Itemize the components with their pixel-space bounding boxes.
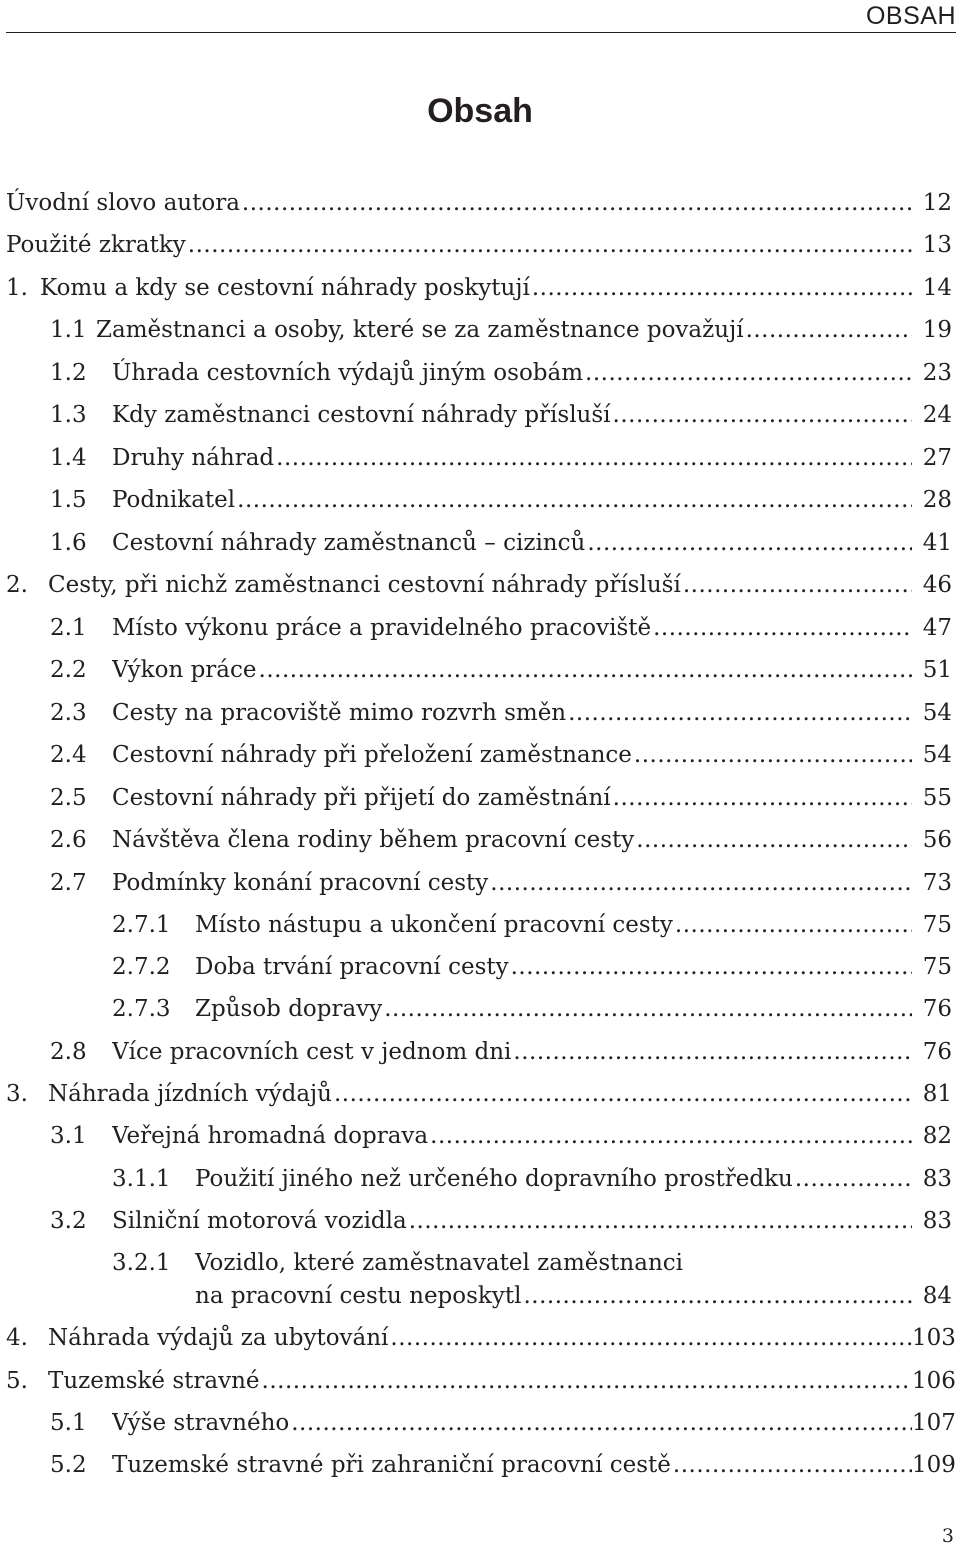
toc-entry-number: 2.7 [50,870,87,896]
toc-entry-number: 1.3 [50,402,87,428]
dot-leader [188,225,912,265]
toc-entry[interactable] [0,480,960,520]
toc-entry-page: 76 [922,996,952,1022]
toc-entry-number: 2.7.2 [112,954,171,980]
page-number: 3 [941,1525,954,1547]
toc-entry[interactable] [0,565,960,605]
dot-leader [675,905,912,945]
toc-entry-title: Tuzemské stravné [48,1368,260,1394]
toc-entry-page: 106 [912,1368,956,1394]
toc-entry-page: 107 [912,1410,956,1436]
toc-entry-page: 76 [922,1039,952,1065]
dot-leader [568,693,912,733]
header-rule [6,32,956,33]
toc-entry-page: 14 [922,275,952,301]
toc-entry-number: 1.2 [50,360,87,386]
toc-entry[interactable] [0,693,960,733]
toc-entry-title: Cesty na pracoviště mimo rozvrh směn [112,700,567,726]
toc-entry-page: 81 [922,1081,952,1107]
dot-leader [673,1445,912,1485]
toc-entry-number: 1. [6,275,28,301]
toc-entry-page: 83 [922,1208,952,1234]
toc-entry-number: 1.4 [50,445,87,471]
toc-entry-page: 47 [922,615,952,641]
toc-entry-page: 28 [922,487,952,513]
dot-leader [511,947,912,987]
dot-leader [613,395,912,435]
toc-entry-page: 103 [912,1325,956,1351]
toc-entry-page: 84 [922,1283,952,1309]
toc-entry[interactable] [0,905,960,945]
toc-entry[interactable] [0,735,960,775]
toc-entry-number: 2.3 [50,700,87,726]
dot-leader [587,523,912,563]
dot-leader [634,735,912,775]
toc-entry-title: Druhy náhrad [112,445,275,471]
toc-entry-number: 1.6 [50,530,87,556]
toc-entry-title: Podnikatel [112,487,236,513]
toc-entry-page: 12 [922,190,952,216]
page-title: Obsah [427,92,533,130]
dot-leader [242,183,912,223]
toc-entry-title: Způsob dopravy [195,996,383,1022]
toc-entry-page: 109 [912,1452,956,1478]
toc-entry-number: 2.7.1 [112,912,171,938]
toc-entry-number: 3.1 [50,1123,87,1149]
toc-entry[interactable] [0,310,960,350]
toc-entry-number: 3.1.1 [112,1166,171,1192]
toc-entry-title: Cestovní náhrady při přijetí do zaměstnání [112,785,611,811]
toc-entry[interactable] [0,1445,960,1485]
toc-entry-page: 55 [922,785,952,811]
toc-entry-page: 23 [922,360,952,386]
toc-entry[interactable] [0,353,960,393]
dot-leader [334,1074,912,1114]
toc-entry-title: Silniční motorová vozidla [112,1208,407,1234]
toc-entry[interactable] [0,863,960,903]
toc-entry-title: Úhrada cestovních výdajů jiným osobám [112,360,584,386]
toc-entry[interactable] [0,523,960,563]
toc-entry-title: Místo nástupu a ukončení pracovní cesty [195,912,673,938]
toc-entry-title: Návštěva člena rodiny během pracovní cesty [112,827,635,853]
toc-entry-page: 56 [922,827,952,853]
toc-entry[interactable] [0,778,960,818]
toc-entry-title: Cestovní náhrady zaměstnanců – cizinců [112,530,586,556]
dot-leader [795,1159,912,1199]
toc-entry-number: 3. [6,1081,28,1107]
dot-leader [291,1403,912,1443]
toc-entry-number: 5.1 [50,1410,87,1436]
toc-entry-page: 24 [922,402,952,428]
running-head: OBSAH [865,2,956,30]
toc-entry-title: Tuzemské stravné při zahraniční pracovní cestě [112,1452,671,1478]
dot-leader [276,438,912,478]
toc-entry[interactable] [0,1276,960,1316]
toc-entry-title: na pracovní cestu neposkytl [195,1283,522,1309]
toc-entry-title: Doba trvání pracovní cesty [195,954,509,980]
toc-entry[interactable] [0,1159,960,1199]
dot-leader [490,863,912,903]
toc-entry[interactable] [0,1318,960,1358]
toc-entry-number: 3.2.1 [112,1250,171,1276]
toc-entry[interactable] [0,438,960,478]
dot-leader [683,565,912,605]
toc-entry-title: Náhrada jízdních výdajů [48,1081,332,1107]
toc-entry-number: 5.2 [50,1452,87,1478]
toc-entry[interactable] [0,1074,960,1114]
toc-entry-title: Použité zkratky [6,232,186,258]
toc-entry-number: 2.8 [50,1039,87,1065]
toc-entry[interactable] [0,1403,960,1443]
dot-leader [746,310,912,350]
toc-entry[interactable] [0,1116,960,1156]
toc-entry-title: Výše stravného [112,1410,290,1436]
dot-leader [237,480,912,520]
dot-leader [390,1318,912,1358]
toc-entry-title: Zaměstnanci a osoby, které se za zaměstnance považují [96,317,744,343]
toc-entry-title: Komu a kdy se cestovní náhrady poskytují [40,275,530,301]
dot-leader [523,1276,912,1316]
toc-entry[interactable] [0,1032,960,1072]
dot-leader [384,989,912,1029]
toc-entry-title: Použití jiného než určeného dopravního prostředku [195,1166,793,1192]
toc-entry-page: 41 [922,530,952,556]
toc-entry-number: 2.7.3 [112,996,171,1022]
toc-entry-page: 54 [922,742,952,768]
toc-entry-title: Kdy zaměstnanci cestovní náhrady přísluší [112,402,611,428]
toc-entry[interactable] [0,989,960,1029]
dot-leader [259,650,912,690]
toc-entry-number: 5. [6,1368,28,1394]
dot-leader [532,268,912,308]
toc-entry-title: Výkon práce [112,657,257,683]
toc-entry-number: 4. [6,1325,28,1351]
toc-entry-page: 82 [922,1123,952,1149]
toc-entry-page: 83 [922,1166,952,1192]
toc-entry[interactable] [0,395,960,435]
toc-entry-number: 3.2 [50,1208,87,1234]
toc-entry-page: 51 [922,657,952,683]
toc-entry-page: 73 [922,870,952,896]
toc-entry-title: Vozidlo, které zaměstnavatel zaměstnanci [195,1250,683,1276]
toc-entry-page: 75 [922,954,952,980]
toc-entry[interactable] [0,947,960,987]
toc-entry[interactable] [0,650,960,690]
toc-entry-page: 46 [922,572,952,598]
toc-entry-title: Cesty, při nichž zaměstnanci cestovní náhrady přísluší [48,572,681,598]
toc-entry-number: 2.6 [50,827,87,853]
toc-entry-number: 2.2 [50,657,87,683]
toc-entry-number: 1.1 [50,317,87,343]
dot-leader [653,608,912,648]
toc-entry-title: Více pracovních cest v jednom dni [112,1039,512,1065]
toc-entry[interactable] [0,268,960,308]
toc-entry[interactable] [0,820,960,860]
toc-entry-number: 1.5 [50,487,87,513]
toc-entry[interactable] [0,1201,960,1241]
toc-entry-page: 75 [922,912,952,938]
toc-entry-title: Náhrada výdajů za ubytování [48,1325,389,1351]
toc-entry-number: 2. [6,572,28,598]
toc-entry-page: 19 [922,317,952,343]
toc-entry[interactable] [0,608,960,648]
toc-entry[interactable] [0,1361,960,1401]
toc-entry-number: 2.5 [50,785,87,811]
dot-leader [585,353,912,393]
toc-entry-page: 13 [922,232,952,258]
dot-leader [513,1032,912,1072]
dot-leader [262,1361,912,1401]
toc-entry[interactable] [0,225,960,265]
toc-entry-number: 2.1 [50,615,87,641]
toc-entry-page: 27 [922,445,952,471]
toc-entry-title: Cestovní náhrady při přeložení zaměstnance [112,742,632,768]
toc-entry-title: Podmínky konání pracovní cesty [112,870,489,896]
dot-leader [430,1116,912,1156]
toc-entry[interactable] [0,183,960,223]
toc-entry-number: 2.4 [50,742,87,768]
dot-leader [409,1201,912,1241]
dot-leader [613,778,912,818]
toc-entry-title: Veřejná hromadná doprava [112,1123,429,1149]
dot-leader [636,820,912,860]
toc-entry-title: Úvodní slovo autora [6,190,240,216]
toc-entry-title: Místo výkonu práce a pravidelného pracoviště [112,615,652,641]
toc-entry-page: 54 [922,700,952,726]
